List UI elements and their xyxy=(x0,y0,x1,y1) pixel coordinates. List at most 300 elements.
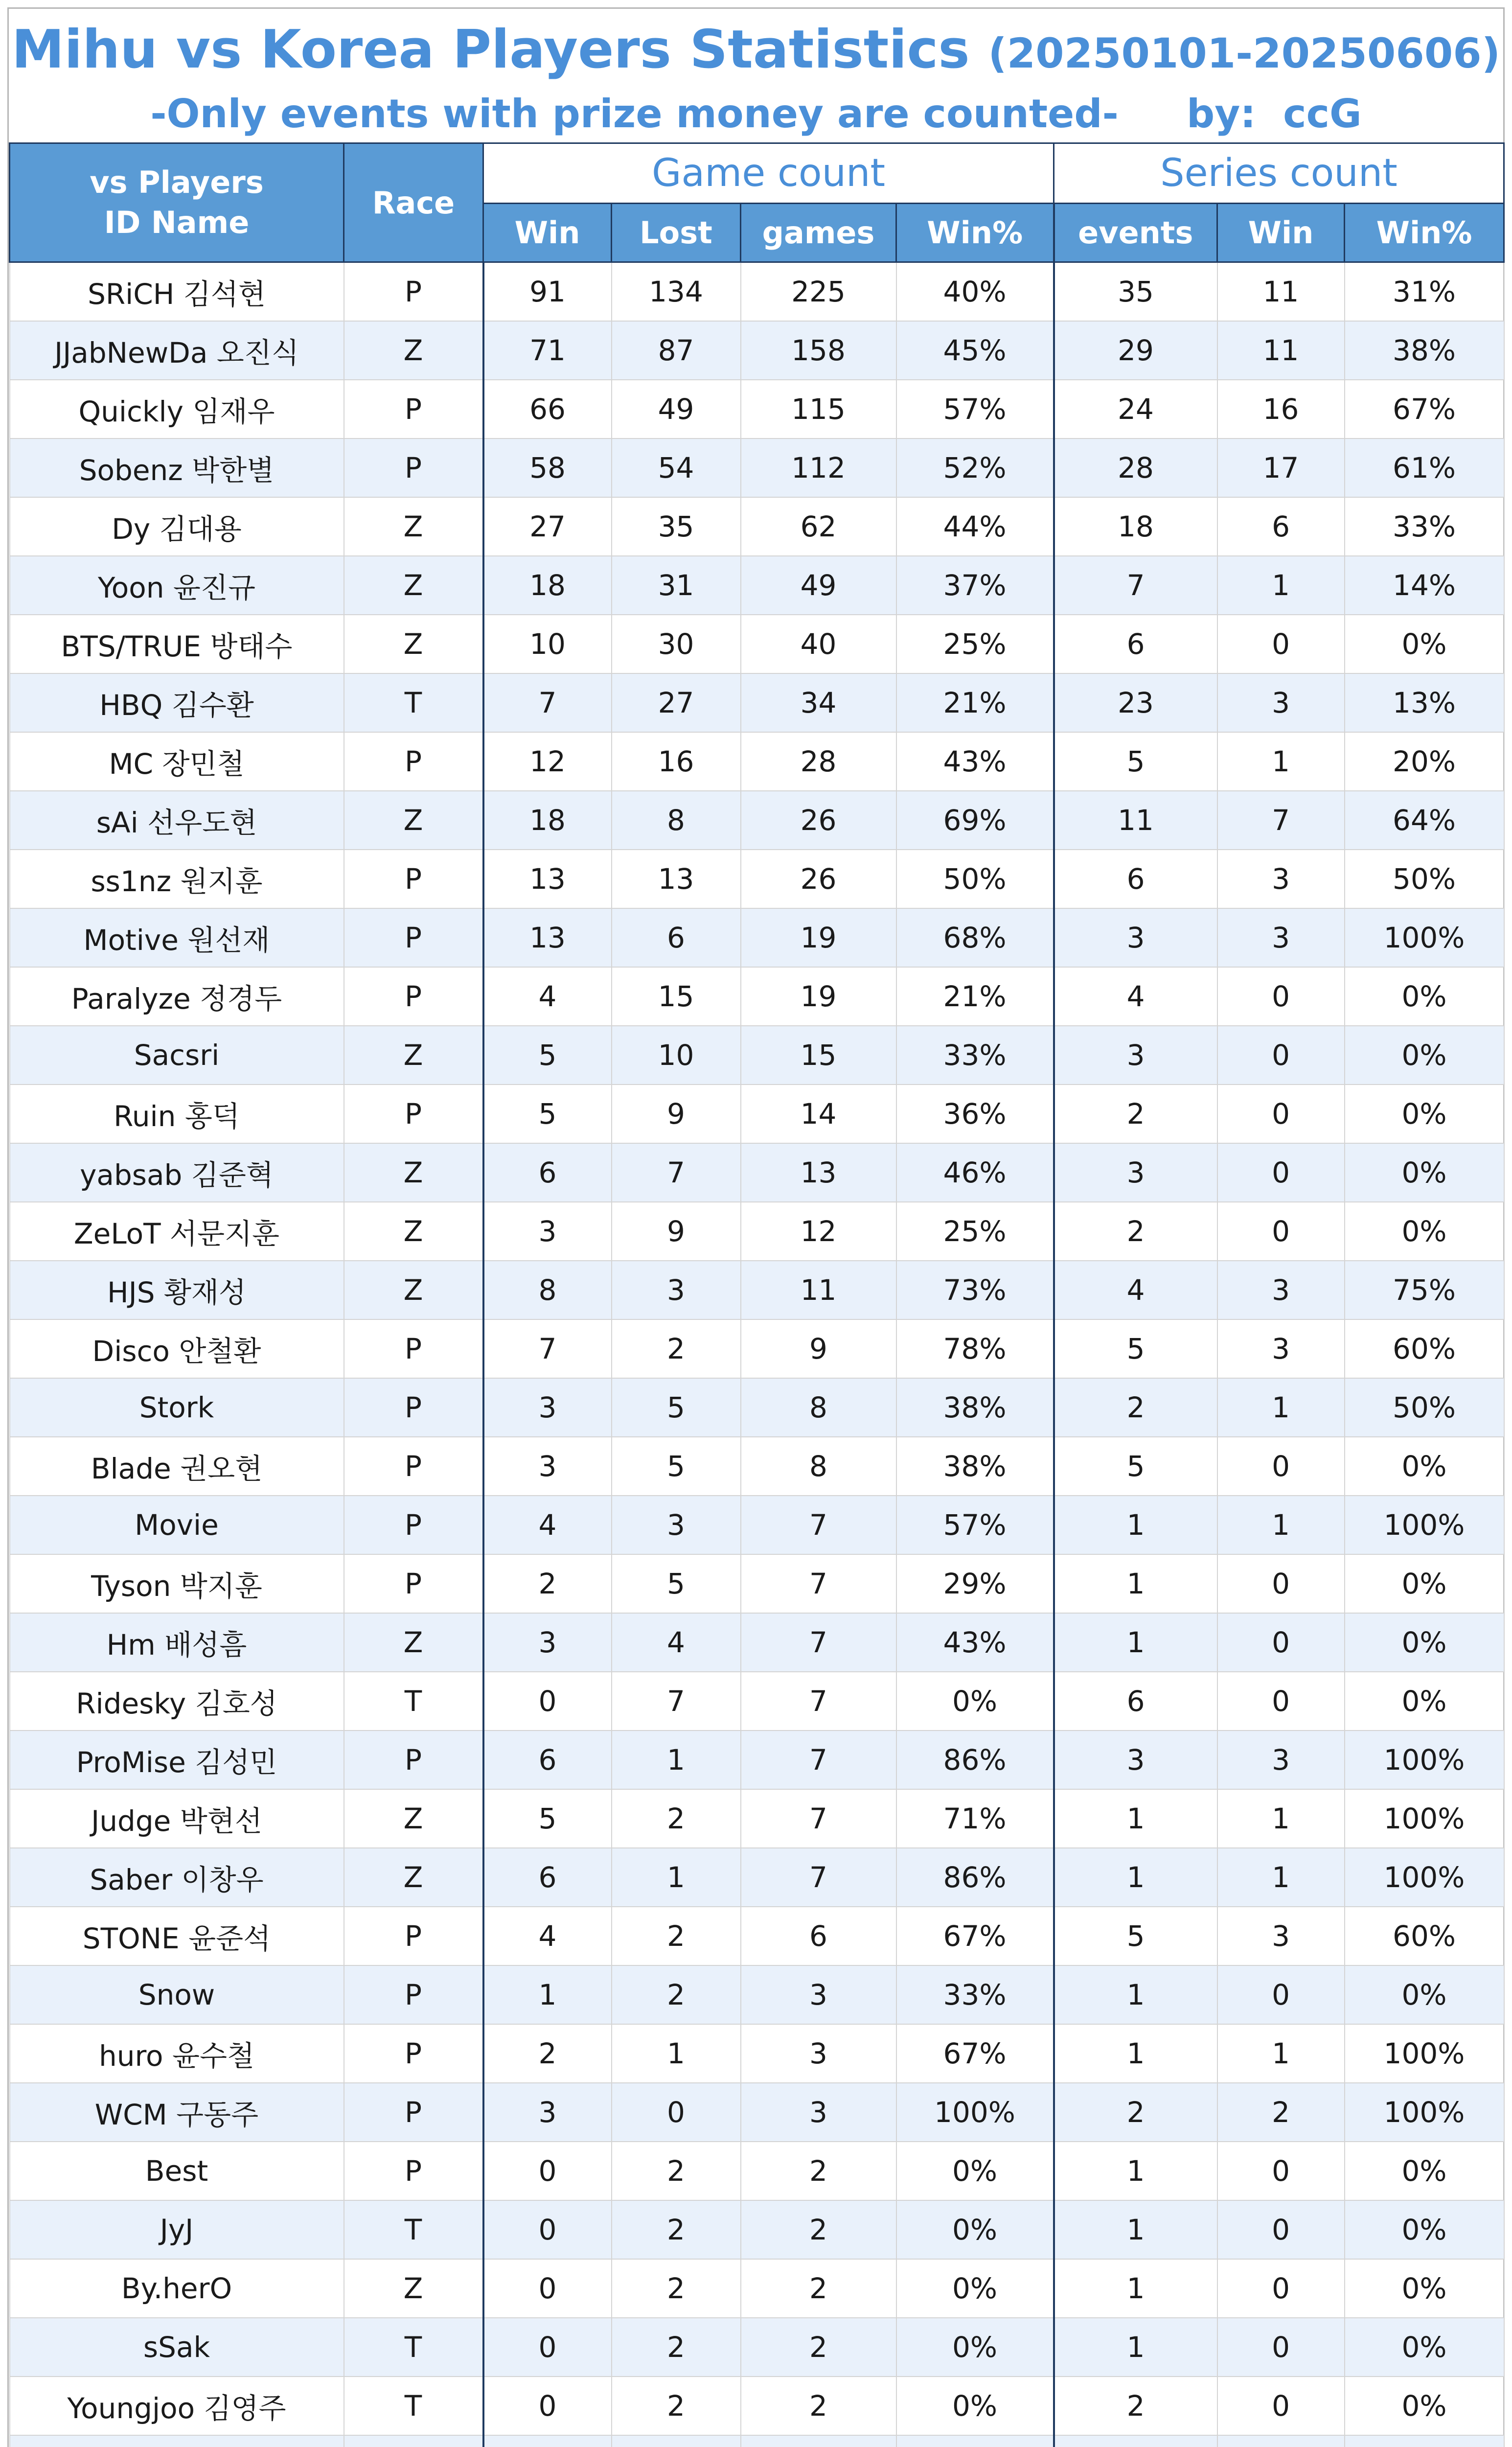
game-total[interactable] xyxy=(741,2435,896,2447)
series-win[interactable]: 0 xyxy=(1217,1202,1345,1261)
game-winpct[interactable]: 57% xyxy=(896,380,1054,439)
game-total[interactable]: 13 xyxy=(741,1143,896,1202)
game-win[interactable]: 3 xyxy=(483,1437,612,1496)
game-lost[interactable]: 13 xyxy=(612,850,741,908)
player-race[interactable]: Z xyxy=(344,1026,483,1085)
player-race[interactable]: P xyxy=(344,439,483,497)
player-name[interactable]: Dy 김대용 xyxy=(10,497,344,556)
game-winpct[interactable]: 40% xyxy=(896,262,1054,321)
game-win[interactable]: 4 xyxy=(483,967,612,1026)
game-winpct[interactable]: 0% xyxy=(896,2200,1054,2259)
series-events[interactable]: 1 xyxy=(1054,1789,1217,1848)
series-win[interactable]: 3 xyxy=(1217,908,1345,967)
game-winpct[interactable]: 78% xyxy=(896,1319,1054,1378)
game-total[interactable]: 7 xyxy=(741,1613,896,1672)
player-race[interactable]: P xyxy=(344,1554,483,1613)
game-lost[interactable]: 2 xyxy=(612,1789,741,1848)
game-total[interactable]: 3 xyxy=(741,1965,896,2024)
series-events[interactable]: 4 xyxy=(1054,1261,1217,1319)
series-events[interactable]: 2 xyxy=(1054,1202,1217,1261)
series-winpct[interactable]: 0% xyxy=(1345,967,1504,1026)
series-win[interactable]: 3 xyxy=(1217,1319,1345,1378)
series-winpct[interactable]: 64% xyxy=(1345,791,1504,850)
player-race[interactable]: P xyxy=(344,1437,483,1496)
series-events[interactable]: 1 xyxy=(1054,2142,1217,2200)
game-win[interactable]: 66 xyxy=(483,380,612,439)
series-winpct[interactable]: 0% xyxy=(1345,1554,1504,1613)
player-race[interactable]: Z xyxy=(344,321,483,380)
series-win[interactable]: 1 xyxy=(1217,1496,1345,1554)
series-win[interactable]: 3 xyxy=(1217,1907,1345,1965)
game-winpct[interactable]: 33% xyxy=(896,1026,1054,1085)
player-race[interactable]: Z xyxy=(344,1143,483,1202)
series-events[interactable]: 3 xyxy=(1054,1143,1217,1202)
player-race[interactable]: Z xyxy=(344,1202,483,1261)
game-win[interactable]: 71 xyxy=(483,321,612,380)
series-events[interactable]: 5 xyxy=(1054,1319,1217,1378)
series-win[interactable]: 17 xyxy=(1217,439,1345,497)
series-win[interactable]: 0 xyxy=(1217,2200,1345,2259)
game-winpct[interactable]: 46% xyxy=(896,1143,1054,1202)
game-win[interactable]: 27 xyxy=(483,497,612,556)
player-race[interactable]: P xyxy=(344,908,483,967)
game-winpct[interactable]: 52% xyxy=(896,439,1054,497)
player-name[interactable]: Paralyze 정경두 xyxy=(10,967,344,1026)
game-winpct[interactable]: 69% xyxy=(896,791,1054,850)
series-winpct[interactable]: 100% xyxy=(1345,2083,1504,2142)
game-win[interactable]: 0 xyxy=(483,2318,612,2377)
game-winpct[interactable]: 73% xyxy=(896,1261,1054,1319)
series-events[interactable]: 1 xyxy=(1054,1613,1217,1672)
game-lost[interactable]: 35 xyxy=(612,497,741,556)
game-lost[interactable]: 27 xyxy=(612,673,741,732)
game-total[interactable]: 9 xyxy=(741,1319,896,1378)
game-winpct[interactable]: 45% xyxy=(896,321,1054,380)
player-name[interactable]: Disco 안철환 xyxy=(10,1319,344,1378)
player-name[interactable]: By.herO xyxy=(10,2259,344,2318)
series-win[interactable] xyxy=(1217,2435,1345,2447)
series-win[interactable]: 0 xyxy=(1217,1672,1345,1731)
series-events[interactable] xyxy=(1054,2435,1217,2447)
game-win[interactable]: 6 xyxy=(483,1731,612,1789)
player-race[interactable]: P xyxy=(344,1907,483,1965)
game-winpct[interactable]: 33% xyxy=(896,1965,1054,2024)
series-events[interactable]: 24 xyxy=(1054,380,1217,439)
game-winpct[interactable]: 0% xyxy=(896,1672,1054,1731)
game-win[interactable]: 5 xyxy=(483,1026,612,1085)
game-lost[interactable]: 2 xyxy=(612,1319,741,1378)
series-events[interactable]: 1 xyxy=(1054,1554,1217,1613)
series-events[interactable]: 3 xyxy=(1054,908,1217,967)
player-name[interactable]: Snow xyxy=(10,1965,344,2024)
series-events[interactable]: 5 xyxy=(1054,1907,1217,1965)
game-total[interactable]: 28 xyxy=(741,732,896,791)
game-total[interactable]: 225 xyxy=(741,262,896,321)
series-events[interactable]: 1 xyxy=(1054,2259,1217,2318)
game-total[interactable]: 7 xyxy=(741,1789,896,1848)
player-name[interactable]: STONE 윤준석 xyxy=(10,1907,344,1965)
game-winpct[interactable]: 0% xyxy=(896,2142,1054,2200)
game-win[interactable]: 58 xyxy=(483,439,612,497)
game-win[interactable]: 3 xyxy=(483,1378,612,1437)
game-total[interactable]: 6 xyxy=(741,1907,896,1965)
game-winpct[interactable]: 86% xyxy=(896,1848,1054,1907)
series-winpct[interactable]: 100% xyxy=(1345,2024,1504,2083)
series-win[interactable]: 0 xyxy=(1217,2377,1345,2435)
player-race[interactable]: Z xyxy=(344,2259,483,2318)
player-race[interactable]: Z xyxy=(344,1261,483,1319)
game-winpct[interactable]: 21% xyxy=(896,673,1054,732)
game-lost[interactable]: 7 xyxy=(612,1143,741,1202)
player-name[interactable] xyxy=(10,2435,344,2447)
player-name[interactable]: Movie xyxy=(10,1496,344,1554)
series-events[interactable]: 1 xyxy=(1054,1965,1217,2024)
header-players[interactable] xyxy=(10,143,344,262)
game-lost[interactable]: 2 xyxy=(612,2377,741,2435)
player-name[interactable]: HJS 황재성 xyxy=(10,1261,344,1319)
player-race[interactable]: Z xyxy=(344,615,483,673)
game-lost[interactable]: 9 xyxy=(612,1085,741,1143)
series-winpct[interactable]: 0% xyxy=(1345,1026,1504,1085)
series-events[interactable]: 6 xyxy=(1054,1672,1217,1731)
game-lost[interactable]: 4 xyxy=(612,1613,741,1672)
series-winpct[interactable]: 0% xyxy=(1345,1202,1504,1261)
series-events[interactable]: 1 xyxy=(1054,1496,1217,1554)
game-winpct[interactable]: 86% xyxy=(896,1731,1054,1789)
game-winpct[interactable]: 37% xyxy=(896,556,1054,615)
series-events[interactable]: 2 xyxy=(1054,1085,1217,1143)
series-winpct[interactable]: 0% xyxy=(1345,2200,1504,2259)
game-lost[interactable]: 1 xyxy=(612,1848,741,1907)
series-events[interactable]: 2 xyxy=(1054,2083,1217,2142)
player-race[interactable]: P xyxy=(344,967,483,1026)
series-winpct[interactable]: 33% xyxy=(1345,497,1504,556)
series-win[interactable]: 1 xyxy=(1217,1789,1345,1848)
series-winpct[interactable]: 0% xyxy=(1345,1965,1504,2024)
player-race[interactable] xyxy=(344,2435,483,2447)
series-win[interactable]: 1 xyxy=(1217,2024,1345,2083)
player-name[interactable]: SRiCH 김석현 xyxy=(10,262,344,321)
game-total[interactable]: 2 xyxy=(741,2142,896,2200)
player-race[interactable]: P xyxy=(344,1965,483,2024)
game-win[interactable]: 91 xyxy=(483,262,612,321)
series-winpct[interactable]: 100% xyxy=(1345,908,1504,967)
series-win[interactable]: 0 xyxy=(1217,1143,1345,1202)
series-win[interactable]: 0 xyxy=(1217,2318,1345,2377)
series-win[interactable]: 0 xyxy=(1217,1085,1345,1143)
game-total[interactable]: 7 xyxy=(741,1731,896,1789)
series-winpct[interactable]: 67% xyxy=(1345,380,1504,439)
series-events[interactable]: 6 xyxy=(1054,850,1217,908)
series-winpct[interactable]: 100% xyxy=(1345,1496,1504,1554)
game-total[interactable]: 2 xyxy=(741,2259,896,2318)
player-race[interactable]: T xyxy=(344,2200,483,2259)
game-total[interactable]: 7 xyxy=(741,1672,896,1731)
series-events[interactable]: 6 xyxy=(1054,615,1217,673)
game-win[interactable]: 18 xyxy=(483,791,612,850)
series-events[interactable]: 28 xyxy=(1054,439,1217,497)
game-lost[interactable]: 2 xyxy=(612,2142,741,2200)
player-race[interactable]: P xyxy=(344,2142,483,2200)
game-winpct[interactable]: 50% xyxy=(896,850,1054,908)
player-race[interactable]: P xyxy=(344,1085,483,1143)
player-name[interactable]: ZeLoT 서문지훈 xyxy=(10,1202,344,1261)
game-winpct[interactable]: 100% xyxy=(896,2083,1054,2142)
game-win[interactable]: 10 xyxy=(483,615,612,673)
player-name[interactable]: Stork xyxy=(10,1378,344,1437)
player-race[interactable]: T xyxy=(344,1672,483,1731)
player-race[interactable]: Z xyxy=(344,497,483,556)
game-lost[interactable]: 2 xyxy=(612,1907,741,1965)
player-race[interactable]: P xyxy=(344,380,483,439)
player-race[interactable]: Z xyxy=(344,556,483,615)
player-race[interactable]: T xyxy=(344,673,483,732)
series-win[interactable]: 1 xyxy=(1217,1378,1345,1437)
series-win[interactable]: 7 xyxy=(1217,791,1345,850)
game-lost[interactable]: 10 xyxy=(612,1026,741,1085)
player-name[interactable]: Saber 이창우 xyxy=(10,1848,344,1907)
player-name[interactable]: Sacsri xyxy=(10,1026,344,1085)
player-race[interactable]: P xyxy=(344,850,483,908)
series-events[interactable]: 3 xyxy=(1054,1026,1217,1085)
player-name[interactable]: Ruin 홍덕 xyxy=(10,1085,344,1143)
series-events[interactable]: 3 xyxy=(1054,1731,1217,1789)
player-name[interactable]: Quickly 임재우 xyxy=(10,380,344,439)
game-lost[interactable]: 5 xyxy=(612,1437,741,1496)
game-lost[interactable]: 5 xyxy=(612,1378,741,1437)
game-win[interactable]: 8 xyxy=(483,1261,612,1319)
game-win[interactable]: 2 xyxy=(483,2024,612,2083)
series-win[interactable]: 0 xyxy=(1217,1437,1345,1496)
game-lost[interactable] xyxy=(612,2435,741,2447)
game-win[interactable]: 0 xyxy=(483,2142,612,2200)
series-winpct[interactable]: 61% xyxy=(1345,439,1504,497)
game-win[interactable]: 12 xyxy=(483,732,612,791)
game-winpct[interactable]: 43% xyxy=(896,732,1054,791)
game-total[interactable]: 7 xyxy=(741,1554,896,1613)
player-name[interactable]: Tyson 박지훈 xyxy=(10,1554,344,1613)
game-lost[interactable]: 30 xyxy=(612,615,741,673)
game-lost[interactable]: 2 xyxy=(612,2318,741,2377)
series-winpct[interactable]: 13% xyxy=(1345,673,1504,732)
player-race[interactable]: P xyxy=(344,1496,483,1554)
player-name[interactable]: Judge 박현선 xyxy=(10,1789,344,1848)
game-win[interactable]: 1 xyxy=(483,1965,612,2024)
game-total[interactable]: 3 xyxy=(741,2024,896,2083)
game-winpct[interactable]: 38% xyxy=(896,1378,1054,1437)
game-total[interactable]: 158 xyxy=(741,321,896,380)
series-winpct[interactable]: 38% xyxy=(1345,321,1504,380)
game-lost[interactable]: 2 xyxy=(612,2259,741,2318)
series-winpct[interactable]: 0% xyxy=(1345,2142,1504,2200)
player-name[interactable]: Motive 원선재 xyxy=(10,908,344,967)
game-win[interactable]: 13 xyxy=(483,850,612,908)
game-winpct[interactable]: 71% xyxy=(896,1789,1054,1848)
series-win[interactable]: 3 xyxy=(1217,850,1345,908)
game-winpct[interactable]: 67% xyxy=(896,2024,1054,2083)
game-win[interactable]: 0 xyxy=(483,2377,612,2435)
header-series-win[interactable]: Win xyxy=(1217,204,1345,262)
game-total[interactable]: 19 xyxy=(741,908,896,967)
series-winpct[interactable] xyxy=(1345,2435,1504,2447)
game-total[interactable]: 2 xyxy=(741,2200,896,2259)
player-race[interactable]: Z xyxy=(344,1613,483,1672)
player-name[interactable]: Yoon 윤진규 xyxy=(10,556,344,615)
game-total[interactable]: 12 xyxy=(741,1202,896,1261)
series-winpct[interactable]: 0% xyxy=(1345,1143,1504,1202)
player-name[interactable]: sSak xyxy=(10,2318,344,2377)
series-win[interactable]: 0 xyxy=(1217,1613,1345,1672)
player-name[interactable]: WCM 구동주 xyxy=(10,2083,344,2142)
game-win[interactable]: 18 xyxy=(483,556,612,615)
game-lost[interactable]: 7 xyxy=(612,1672,741,1731)
player-name[interactable]: yabsab 김준혁 xyxy=(10,1143,344,1202)
game-lost[interactable]: 9 xyxy=(612,1202,741,1261)
player-race[interactable]: P xyxy=(344,2083,483,2142)
game-lost[interactable]: 3 xyxy=(612,1496,741,1554)
game-lost[interactable]: 1 xyxy=(612,1731,741,1789)
series-win[interactable]: 0 xyxy=(1217,1026,1345,1085)
player-name[interactable]: Youngjoo 김영주 xyxy=(10,2377,344,2435)
series-win[interactable]: 3 xyxy=(1217,1731,1345,1789)
series-win[interactable]: 1 xyxy=(1217,1848,1345,1907)
game-lost[interactable]: 87 xyxy=(612,321,741,380)
series-events[interactable]: 2 xyxy=(1054,2377,1217,2435)
player-name[interactable]: HBQ 김수환 xyxy=(10,673,344,732)
player-race[interactable]: P xyxy=(344,1378,483,1437)
game-total[interactable]: 19 xyxy=(741,967,896,1026)
game-win[interactable]: 0 xyxy=(483,1672,612,1731)
series-events[interactable]: 7 xyxy=(1054,556,1217,615)
player-name[interactable]: Blade 권오현 xyxy=(10,1437,344,1496)
game-win[interactable]: 6 xyxy=(483,1848,612,1907)
player-race[interactable]: P xyxy=(344,262,483,321)
series-events[interactable]: 11 xyxy=(1054,791,1217,850)
game-lost[interactable]: 2 xyxy=(612,1965,741,2024)
game-winpct[interactable] xyxy=(896,2435,1054,2447)
game-win[interactable]: 4 xyxy=(483,1907,612,1965)
player-race[interactable]: Z xyxy=(344,1789,483,1848)
player-name[interactable]: sAi 선우도현 xyxy=(10,791,344,850)
game-lost[interactable]: 8 xyxy=(612,791,741,850)
game-win[interactable]: 7 xyxy=(483,673,612,732)
game-win[interactable]: 13 xyxy=(483,908,612,967)
game-lost[interactable]: 15 xyxy=(612,967,741,1026)
game-total[interactable]: 26 xyxy=(741,791,896,850)
game-lost[interactable]: 5 xyxy=(612,1554,741,1613)
player-name[interactable]: Hm 배성흠 xyxy=(10,1613,344,1672)
series-win[interactable]: 2 xyxy=(1217,2083,1345,2142)
game-total[interactable]: 8 xyxy=(741,1437,896,1496)
series-win[interactable]: 11 xyxy=(1217,262,1345,321)
player-race[interactable]: T xyxy=(344,2318,483,2377)
game-total[interactable]: 34 xyxy=(741,673,896,732)
series-winpct[interactable]: 60% xyxy=(1345,1907,1504,1965)
series-win[interactable]: 16 xyxy=(1217,380,1345,439)
game-winpct[interactable]: 38% xyxy=(896,1437,1054,1496)
game-winpct[interactable]: 43% xyxy=(896,1613,1054,1672)
game-total[interactable]: 26 xyxy=(741,850,896,908)
game-total[interactable]: 11 xyxy=(741,1261,896,1319)
game-lost[interactable]: 2 xyxy=(612,2200,741,2259)
series-win[interactable]: 0 xyxy=(1217,2142,1345,2200)
game-lost[interactable]: 1 xyxy=(612,2024,741,2083)
header-game-games[interactable]: games xyxy=(741,204,896,262)
game-winpct[interactable]: 25% xyxy=(896,1202,1054,1261)
header-series-events[interactable]: events xyxy=(1054,204,1217,262)
game-total[interactable]: 115 xyxy=(741,380,896,439)
game-lost[interactable]: 54 xyxy=(612,439,741,497)
game-lost[interactable]: 134 xyxy=(612,262,741,321)
game-win[interactable]: 3 xyxy=(483,1202,612,1261)
game-winpct[interactable]: 44% xyxy=(896,497,1054,556)
game-winpct[interactable]: 67% xyxy=(896,1907,1054,1965)
game-winpct[interactable]: 57% xyxy=(896,1496,1054,1554)
series-winpct[interactable]: 50% xyxy=(1345,850,1504,908)
game-win[interactable]: 7 xyxy=(483,1319,612,1378)
game-win[interactable]: 4 xyxy=(483,1496,612,1554)
series-win[interactable]: 11 xyxy=(1217,321,1345,380)
header-game-winpct[interactable]: Win% xyxy=(896,204,1054,262)
header-game-lost[interactable]: Lost xyxy=(612,204,741,262)
game-winpct[interactable]: 0% xyxy=(896,2318,1054,2377)
series-events[interactable]: 4 xyxy=(1054,967,1217,1026)
header-game-win[interactable]: Win xyxy=(483,204,612,262)
game-total[interactable]: 2 xyxy=(741,2377,896,2435)
player-name[interactable]: JyJ xyxy=(10,2200,344,2259)
series-win[interactable]: 0 xyxy=(1217,1554,1345,1613)
series-win[interactable]: 6 xyxy=(1217,497,1345,556)
game-total[interactable]: 7 xyxy=(741,1848,896,1907)
game-winpct[interactable]: 68% xyxy=(896,908,1054,967)
game-win[interactable]: 3 xyxy=(483,2083,612,2142)
series-events[interactable]: 1 xyxy=(1054,2200,1217,2259)
game-win[interactable]: 0 xyxy=(483,2259,612,2318)
game-total[interactable]: 3 xyxy=(741,2083,896,2142)
game-total[interactable]: 40 xyxy=(741,615,896,673)
series-winpct[interactable]: 60% xyxy=(1345,1319,1504,1378)
series-win[interactable]: 3 xyxy=(1217,1261,1345,1319)
game-lost[interactable]: 49 xyxy=(612,380,741,439)
series-events[interactable]: 23 xyxy=(1054,673,1217,732)
series-win[interactable]: 0 xyxy=(1217,615,1345,673)
series-events[interactable]: 1 xyxy=(1054,1848,1217,1907)
game-winpct[interactable]: 0% xyxy=(896,2259,1054,2318)
player-name[interactable]: Ridesky 김호성 xyxy=(10,1672,344,1731)
series-events[interactable]: 5 xyxy=(1054,732,1217,791)
game-lost[interactable]: 6 xyxy=(612,908,741,967)
game-total[interactable]: 112 xyxy=(741,439,896,497)
game-total[interactable]: 62 xyxy=(741,497,896,556)
series-winpct[interactable]: 0% xyxy=(1345,1085,1504,1143)
series-winpct[interactable]: 0% xyxy=(1345,2318,1504,2377)
series-win[interactable]: 1 xyxy=(1217,556,1345,615)
game-winpct[interactable]: 25% xyxy=(896,615,1054,673)
player-race[interactable]: P xyxy=(344,2024,483,2083)
game-lost[interactable]: 3 xyxy=(612,1261,741,1319)
player-name[interactable]: Sobenz 박한별 xyxy=(10,439,344,497)
series-win[interactable]: 3 xyxy=(1217,673,1345,732)
player-name[interactable]: MC 장민철 xyxy=(10,732,344,791)
game-win[interactable]: 5 xyxy=(483,1085,612,1143)
player-name[interactable]: BTS/TRUE 방태수 xyxy=(10,615,344,673)
series-winpct[interactable]: 14% xyxy=(1345,556,1504,615)
game-winpct[interactable]: 36% xyxy=(896,1085,1054,1143)
game-winpct[interactable]: 21% xyxy=(896,967,1054,1026)
game-total[interactable]: 14 xyxy=(741,1085,896,1143)
series-winpct[interactable]: 100% xyxy=(1345,1731,1504,1789)
player-name[interactable]: huro 윤수철 xyxy=(10,2024,344,2083)
